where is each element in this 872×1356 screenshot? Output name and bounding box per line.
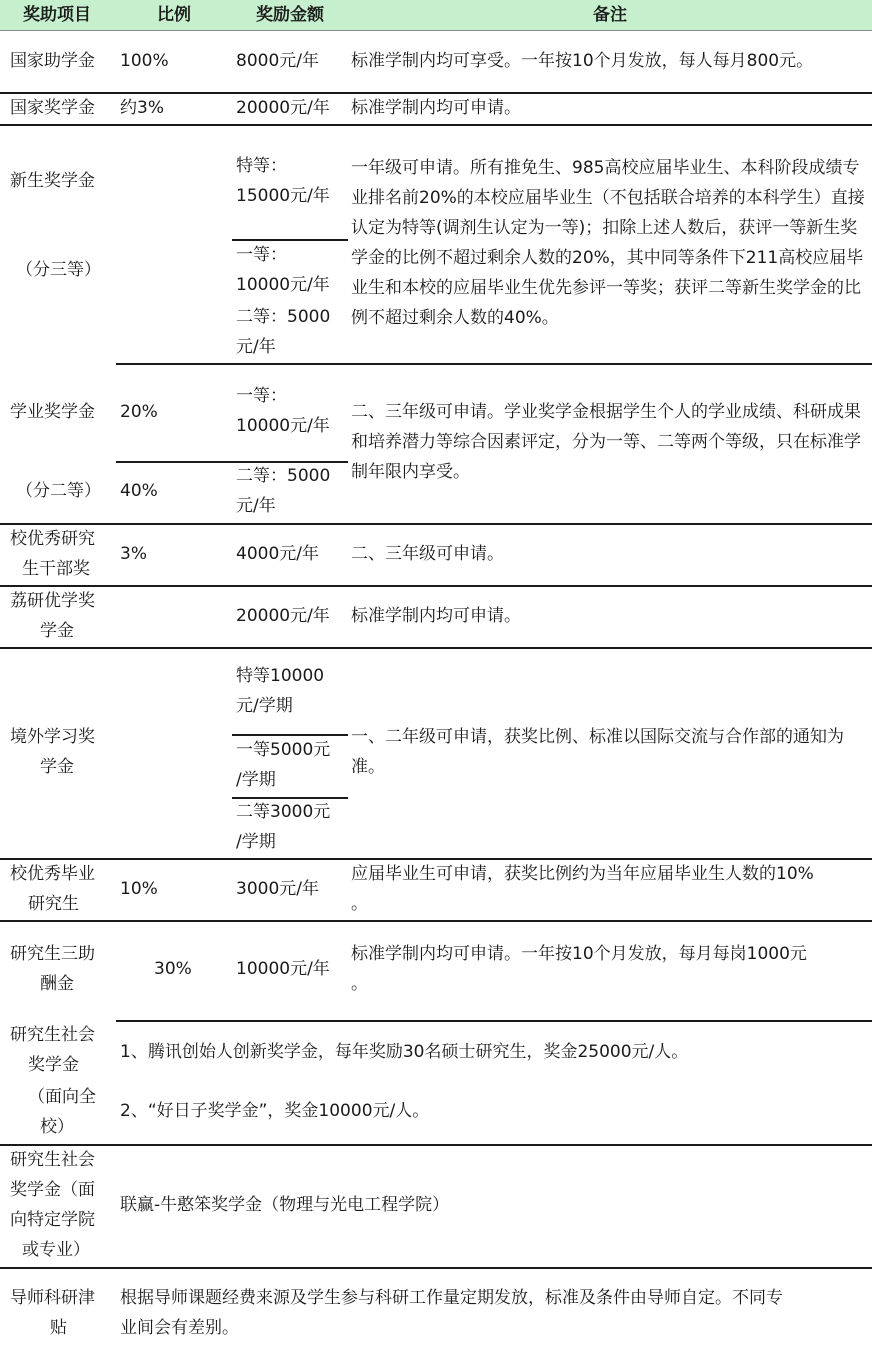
amount-first: 一等：: [236, 245, 287, 265]
header-note: 备注: [593, 5, 627, 25]
ratio-cell: 100%: [120, 51, 169, 71]
item-name: 学金: [40, 757, 74, 777]
note-cell: 标准学制内均可申请。一年按10个月发放，每月每岗1000元: [351, 944, 807, 964]
row-divider: [0, 124, 872, 126]
header-item: 奖助项目: [23, 5, 91, 25]
social-scholarship-item: 1、腾讯创始人创新奖学金，每年奖励30名硕士研究生，奖金25000元/人。: [120, 1042, 689, 1062]
note-cell: 二、三年级可申请。: [351, 544, 504, 564]
item-name: 导师科研津: [10, 1288, 95, 1308]
ratio-cell: 30%: [154, 959, 192, 979]
note-cell: 标准学制内均可申请。: [351, 606, 521, 626]
row-divider: [116, 1020, 872, 1022]
item-name: 酬金: [40, 974, 74, 994]
item-name: 校优秀研究: [10, 529, 95, 549]
item-name: 向特定学院: [10, 1210, 95, 1230]
amount-special: 元/学期: [236, 696, 293, 716]
note-cell: 标准学制内均可享受。一年按10个月发放，每人每月800元。: [351, 51, 814, 71]
note-cell: 。: [351, 894, 368, 914]
header-ratio: 比例: [157, 5, 191, 25]
header-amount: 奖励金额: [256, 5, 324, 25]
note-cell: 联赢-牛憨笨奖学金（物理与光电工程学院）: [120, 1195, 450, 1215]
amount-cell: 10000元/年: [236, 959, 330, 979]
amount-second: 二等3000元: [236, 802, 331, 822]
amount-first: 10000元/年: [236, 416, 330, 436]
amount-cell: 4000元/年: [236, 544, 319, 564]
row-divider: [0, 920, 872, 922]
item-name: 或专业）: [22, 1240, 90, 1260]
note-cell: 。: [351, 974, 368, 994]
ratio-second: 40%: [120, 481, 158, 501]
table-header: [0, 0, 872, 31]
item-name: 校优秀毕业: [10, 864, 95, 884]
social-scholarship-item: 2、“好日子奖学金”，奖金10000元/人。: [120, 1101, 430, 1121]
amount-second: 二等：5000: [236, 307, 331, 327]
note-cell: 一、二年级可申请，获奖比例、标准以国际交流与合作部的通知为准。: [351, 727, 844, 777]
item-name-sub: （分二等）: [16, 481, 101, 501]
item-name: 生干部奖: [22, 559, 90, 579]
item-name: 校）: [40, 1117, 74, 1137]
note-cell: 业间会有差别。: [120, 1318, 239, 1338]
amount-second: 二等：5000: [236, 466, 331, 486]
amount-first: 一等：: [236, 386, 287, 406]
note-cell: 应届毕业生可申请，获奖比例约为当年应届毕业生人数的10%: [351, 864, 814, 884]
row-divider: [0, 647, 872, 649]
amount-special: 特等10000: [236, 666, 325, 686]
item-name: 贴: [50, 1318, 67, 1338]
amount-second: 元/年: [236, 496, 276, 516]
note-cell: 根据导师课题经费来源及学生参与科研工作量定期发放，标准及条件由导师自定。不同专: [120, 1288, 783, 1308]
amount-special: 特等：: [236, 156, 287, 176]
row-divider: [0, 1267, 872, 1269]
item-name: 研究生社会: [10, 1025, 95, 1045]
item-name: 国家助学金: [10, 51, 95, 71]
item-name: 学金: [40, 621, 74, 641]
item-name: 研究生三助: [10, 944, 95, 964]
amount-first: 10000元/年: [236, 275, 330, 295]
amount-cell: 20000元/年: [236, 98, 330, 118]
row-divider: [116, 363, 872, 365]
row-divider: [0, 523, 872, 525]
item-name: 学业奖学金: [10, 402, 95, 422]
ratio-first: 20%: [120, 402, 158, 422]
item-name: 国家奖学金: [10, 98, 95, 118]
ratio-cell: 约3%: [120, 98, 164, 118]
amount-cell: 3000元/年: [236, 879, 319, 899]
ratio-cell: 3%: [120, 544, 147, 564]
item-name: 奖学金（面: [10, 1180, 95, 1200]
item-name: 奖学金: [28, 1055, 79, 1075]
amount-cell: 20000元/年: [236, 606, 330, 626]
ratio-cell: 10%: [120, 879, 158, 899]
note-cell: 标准学制内均可申请。: [351, 98, 521, 118]
note-cell: 一年级可申请。所有推免生、985高校应届毕业生、本科阶段成绩专业排名前20%的本校应届毕业生（不包括联合培养的本科学生）直接认定为特等(调剂生认定为一等)；扣除上述人数后，获评一等新生奖学金的比例不超过剩余人数的20%，其中同等条件下211高校应届毕业生和本校的应届毕业生优先参评一等奖；获评二等新生奖学金的比例不超过剩余人数的40%。: [351, 158, 865, 328]
item-name: 境外学习奖: [10, 727, 95, 747]
item-name: （面向全: [28, 1087, 96, 1107]
item-name: 研究生社会: [10, 1150, 95, 1170]
row-divider: [0, 1144, 872, 1146]
item-name: 研究生: [28, 894, 79, 914]
amount-special: 15000元/年: [236, 186, 330, 206]
amount-cell: 8000元/年: [236, 51, 319, 71]
amount-second: /学期: [236, 832, 276, 852]
item-name-sub: （分三等）: [16, 260, 101, 280]
item-name: 荔研优学奖: [10, 591, 95, 611]
amount-first: /学期: [236, 770, 276, 790]
amount-second: 元/年: [236, 337, 276, 357]
note-cell: 二、三年级可申请。学业奖学金根据学生个人的学业成绩、科研成果和培养潜力等综合因素评定，分为一等、二等两个等级，只在标准学制年限内享受。: [351, 402, 861, 482]
row-divider: [0, 585, 872, 587]
amount-first: 一等5000元: [236, 740, 331, 760]
item-name: 新生奖学金: [10, 171, 95, 191]
